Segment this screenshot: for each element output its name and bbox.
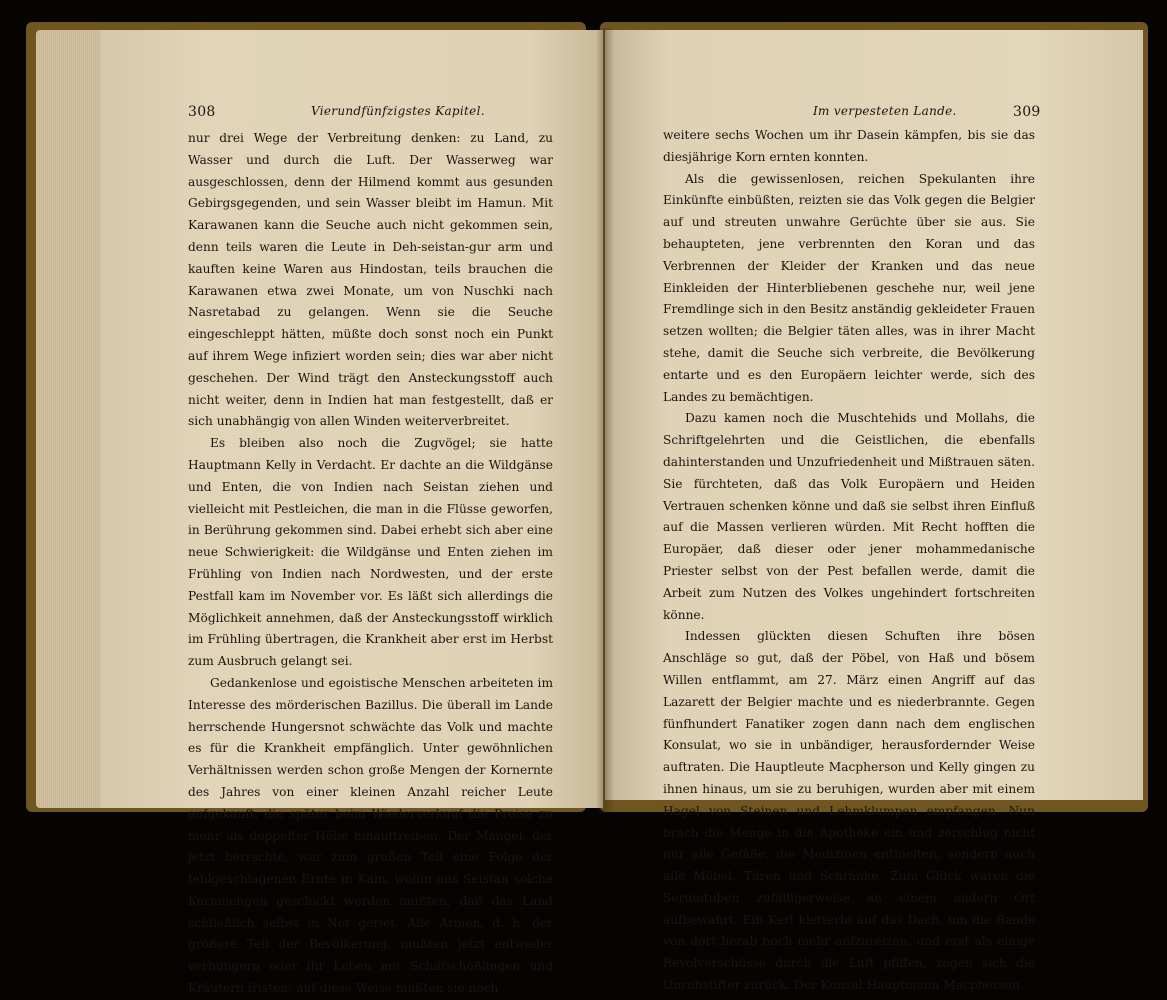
left-page (100, 30, 603, 996)
paragraph: Gedankenlose und egoistische Menschen arbeiteten im Interesse des mörderischen Bazillus. Die überall im Lande herrschende Hungersnot schwächte das Volk und machte es für die Krankheit empfänglich. Unter gewöhnlichen Verhältnissen werden schon große Mengen der Kornernte des Jahres von einer kleinen Anzahl reicher Leute aufgekauft, die später beim Wiederverkauf die Preise zu mehr als doppelter Höhe hinauftreiben. Der Mangel, der jetzt herrschte, war zum großen Teil eine Folge der fehlgeschlagenen Ernte in Kain, wohin aus Seistan solche Kornmengen geschickt werden mußten, daß das Land schließlich selbst in Not geriet. Alle Armen, d. h. der größere Teil der Bevölkerung, mußten jetzt entweder verhungern oder ihr Leben mit Schilfschößlingen und Kräutern fristen; auf diese Weise mußten sie noch (188, 675, 553, 996)
paragraph: Dazu kamen noch die Muschtehids und Mollahs, die Schriftgelehrten und die Geistlichen, die ebenfalls dahinterstanden und Unzufriedenheit und Mißtrauen säten. Sie fürchteten, daß das Volk Europäern und Heiden Vertrauen schenken könne und daß sie selbst ihren Einfluß auf die Massen verlieren würden. Mit Recht hofften die Europäer, daß dieser oder jener mohammedanische Priester selbst von der Pest befallen werde, damit die Arbeit zum Nutzen des Volkes ungehindert fortschreiten könne. (663, 411, 1035, 622)
page-edges (36, 30, 106, 808)
book-gutter (596, 28, 614, 813)
right-page-text (663, 125, 1035, 997)
paragraph: Indessen glückten diesen Schuften ihre bösen Anschläge so gut, daß der Pöbel, von Haß und bösem Willen entflammt, am 27. März einen Angriff auf das Lazarett der Belgier machte und es niederbrannte. Gegen fünfhundert Fanatiker zogen dann nach dem englischen Konsulat, wo sie in unbändiger, herausfordernder Weise auftraten. Die Hauptleute Macpherson und Kelly gingen zu ihnen hinaus, um sie zu beruhigen, wurden aber mit einem Hagel von Steinen und Lehmklumpen empfangen. Nun brach die Menge in die Apotheke ein und zerschlug nicht nur alle Gefäße, die Medizinen enthielten, sondern auch alle Möbel, Türen und Schränke. Zum Glück waren die Serumtuben zufälligerweise an einem andern Ort aufbewahrt. Ein Kerl kletterte auf das Dach, um die Bande von dort herab noch mehr aufzureizen, und erst als einige Revolverschüsse durch die Luft pfiffen, zogen sich die Unruhstifter zurück. Der Konsul Hauptmann Macpherson (663, 629, 1035, 993)
paragraph: Es bleiben also noch die Zugvögel; sie hatte Hauptmann Kelly in Verdacht. Er dachte an die Wildgänse und Enten, die von Indien nach Seistan ziehen und vielleicht mit Pestleichen, die man in die Flüsse geworfen, in Berührung gekommen sind. Dabei erhebt sich aber eine neue Schwierigkeit: die Wildgänse und Enten ziehen im Frühling von Indien nach Nordwesten, und der erste Pestfall kam im November vor. Es läßt sich allerdings die Möglichkeit annehmen, daß der Ansteckungsstoff wirklich im Frühling übertragen, die Krankheit aber erst im Herbst zum Ausbruch gelangt sei. (188, 436, 553, 669)
paragraph: weitere sechs Wochen um ihr Dasein kämpfen, bis sie das diesjährige Korn ernten konnten. (663, 128, 1035, 164)
left-page-text (188, 128, 553, 1000)
page-number-left: 308 (188, 104, 216, 120)
running-head-right: Im verpesteten Lande. (813, 104, 957, 118)
paragraph: nur drei Wege der Verbreitung denken: zu Land, zu Wasser und durch die Luft. Der Wasserweg war ausgeschlossen, denn der Hilmend kommt aus gesunden Gebirgsgegenden, und sein Wasser bleibt im Hamun. Mit Karawanen kann die Seuche auch nicht gekommen sein, denn teils waren die Leute in Deh-seistan-gur arm und kauften keine Waren aus Hindostan, teils brauchen die Karawanen etwa zwei Monate, um von Nuschki nach Nasretabad zu gelangen. Wenn sie die Seuche eingeschleppt hätten, müßte doch sonst noch ein Punkt auf ihrem Wege infiziert worden sein; dies war aber nicht geschehen. Der Wind trägt den Ansteckungsstoff auch nicht weiter, denn in Indien hat man festgestellt, daß er sich unabhängig von allen Winden weiterverbreitet. (188, 131, 553, 429)
page-number-right: 309 (1013, 104, 1041, 120)
running-head-left: Vierundfünfzigstes Kapitel. (311, 104, 485, 118)
paragraph: Als die gewissenlosen, reichen Spekulanten ihre Einkünfte einbüßten, reizten sie das Volk gegen die Belgier auf und streuten unwahre Gerüchte über sie aus. Sie behaupteten, jene verbrennten den Koran und das Verbrennen der Kleider der Kranken und das neue Einkleiden der Hinterbliebenen geschehe nur, weil jene Fremdlinge sich in den Besitz anständig gekleideter Frauen setzen wollten; die Belgier täten alles, was in ihrer Macht stehe, damit die Seuche sich verbreite, die Bevölkerung entarte und es den Europäern leichter werde, sich des Landes zu bemächtigen. (663, 171, 1035, 404)
right-page (605, 30, 1143, 993)
